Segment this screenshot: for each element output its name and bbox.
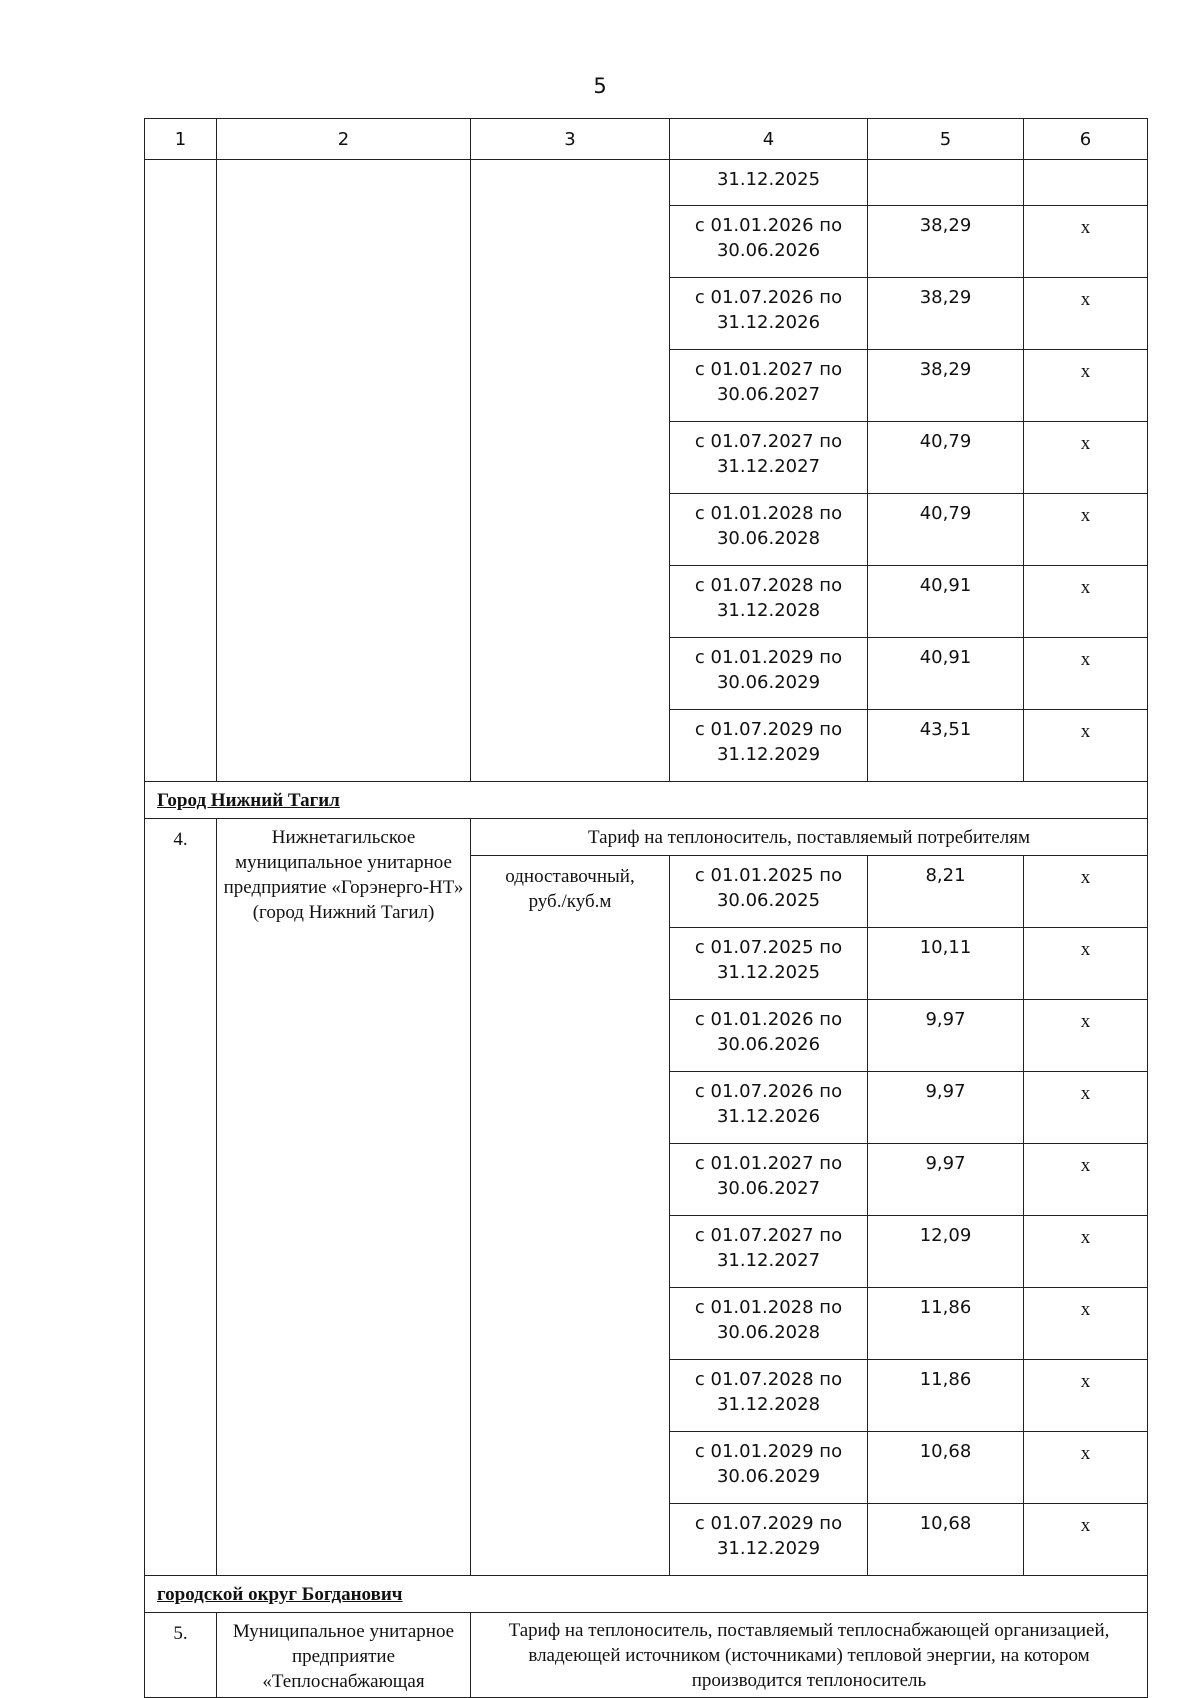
organization-name: Муниципальное унитарное предприятие «Теплоснабжающая — [217, 1613, 471, 1698]
period-line: 30.06.2026 — [716, 1034, 821, 1055]
column-number-row — [145, 119, 1148, 160]
x-cell: х — [1024, 1432, 1148, 1504]
period-line: с 01.01.2029 по — [694, 647, 843, 668]
column-header: 4 — [670, 119, 868, 160]
period-line: с 01.01.2026 по — [694, 1009, 843, 1030]
period-line: с 01.01.2028 по — [694, 503, 843, 524]
x-cell: х — [1024, 710, 1148, 782]
x-cell: х — [1024, 1360, 1148, 1432]
period-line: 30.06.2027 — [716, 1178, 821, 1199]
period-line: 31.12.2029 — [716, 1538, 821, 1559]
tariff-unit — [471, 856, 670, 1576]
section-title: Город Нижний Тагил — [145, 782, 1148, 819]
period-cell — [670, 1144, 868, 1216]
period-line: с 01.07.2029 по — [694, 1513, 843, 1534]
value-cell: 9,97 — [868, 1000, 1024, 1072]
period-line: с 01.07.2027 по — [694, 1225, 843, 1246]
period-cell: 31.12.2025 — [670, 160, 868, 206]
x-cell: х — [1024, 856, 1148, 928]
value-cell: 40,79 — [868, 494, 1024, 566]
period-cell — [670, 1072, 868, 1144]
value-cell: 40,91 — [868, 566, 1024, 638]
period-cell — [670, 494, 868, 566]
period-line: с 01.07.2028 по — [694, 1369, 843, 1390]
x-cell: х — [1024, 350, 1148, 422]
x-cell: х — [1024, 422, 1148, 494]
period-line: 31.12.2026 — [716, 312, 821, 333]
column-header: 5 — [868, 119, 1024, 160]
value-cell: 10,68 — [868, 1432, 1024, 1504]
row-number: 4. — [145, 819, 217, 1576]
period-line: 31.12.2025 — [716, 962, 821, 983]
period-line: с 01.01.2027 по — [694, 359, 843, 380]
empty-cell — [471, 160, 670, 782]
empty-cell — [217, 160, 471, 782]
value-cell: 40,91 — [868, 638, 1024, 710]
period-cell — [670, 928, 868, 1000]
value-cell: 10,68 — [868, 1504, 1024, 1576]
section-row — [145, 1576, 1148, 1613]
period-cell — [670, 1432, 868, 1504]
period-line: с 01.01.2027 по — [694, 1153, 843, 1174]
value-cell: 43,51 — [868, 710, 1024, 782]
x-cell: х — [1024, 206, 1148, 278]
value-cell: 9,97 — [868, 1072, 1024, 1144]
tariff-table — [144, 118, 1148, 1698]
period-line: с 01.07.2027 по — [694, 431, 843, 452]
value-cell: 11,86 — [868, 1360, 1024, 1432]
period-line: 30.06.2029 — [716, 1466, 821, 1487]
period-line: с 01.07.2025 по — [694, 937, 843, 958]
period-cell — [670, 278, 868, 350]
tariff-heading: Тариф на теплоноситель, поставляемый теплоснабжающей организацией, владеющей источником (источниками) тепловой энергии, на котором производится теплоноситель — [471, 1613, 1148, 1698]
period-line: 30.06.2027 — [716, 384, 821, 405]
period-line: с 01.07.2028 по — [694, 575, 843, 596]
period-cell — [670, 350, 868, 422]
value-cell — [868, 160, 1024, 206]
value-cell: 38,29 — [868, 206, 1024, 278]
unit-line: одноставочный, — [505, 866, 635, 887]
period-line: 31.12.2029 — [716, 744, 821, 765]
period-cell — [670, 1504, 868, 1576]
x-cell: х — [1024, 1504, 1148, 1576]
period-line: 31.12.2028 — [716, 1394, 821, 1415]
period-line: с 01.01.2028 по — [694, 1297, 843, 1318]
period-line: 31.12.2027 — [716, 1250, 821, 1271]
x-cell: х — [1024, 1216, 1148, 1288]
x-cell: х — [1024, 494, 1148, 566]
value-cell: 11,86 — [868, 1288, 1024, 1360]
value-cell: 12,09 — [868, 1216, 1024, 1288]
period-cell — [670, 856, 868, 928]
value-cell: 40,79 — [868, 422, 1024, 494]
period-cell — [670, 710, 868, 782]
period-line: 30.06.2028 — [716, 528, 821, 549]
page-number: 5 — [593, 74, 607, 98]
period-cell — [670, 1216, 868, 1288]
period-line: с 01.01.2025 по — [694, 865, 843, 886]
column-header: 3 — [471, 119, 670, 160]
period-cell — [670, 1288, 868, 1360]
x-cell: х — [1024, 638, 1148, 710]
period-line: с 01.07.2029 по — [694, 719, 843, 740]
x-cell: х — [1024, 1000, 1148, 1072]
x-cell: х — [1024, 1072, 1148, 1144]
period-line: с 01.07.2026 по — [694, 1081, 843, 1102]
empty-cell — [1024, 160, 1148, 206]
value-cell: 38,29 — [868, 350, 1024, 422]
value-cell: 38,29 — [868, 278, 1024, 350]
row-number: 5. — [145, 1613, 217, 1698]
value-cell: 9,97 — [868, 1144, 1024, 1216]
tariff-heading: Тариф на теплоноситель, поставляемый потребителям — [471, 819, 1148, 856]
period-line: 31.12.2027 — [716, 456, 821, 477]
period-line: с 01.07.2026 по — [694, 287, 843, 308]
period-line: 31.12.2028 — [716, 600, 821, 621]
period-line: 30.06.2028 — [716, 1322, 821, 1343]
value-cell: 10,11 — [868, 928, 1024, 1000]
x-cell: х — [1024, 278, 1148, 350]
period-line: 31.12.2026 — [716, 1106, 821, 1127]
organization-name: Нижнетагильское муниципальное унитарное предприятие «Горэнерго-НТ» (город Нижний Тагил) — [217, 819, 471, 1576]
x-cell: х — [1024, 1144, 1148, 1216]
period-line: 30.06.2025 — [716, 890, 821, 911]
section-title: городской округ Богданович — [145, 1576, 1148, 1613]
unit-line: руб./куб.м — [528, 891, 612, 912]
period-cell — [670, 1000, 868, 1072]
table-row — [145, 819, 1148, 856]
x-cell: х — [1024, 1288, 1148, 1360]
period-cell — [670, 422, 868, 494]
table-row — [145, 1613, 1148, 1698]
period-line: с 01.01.2026 по — [694, 215, 843, 236]
column-header: 2 — [217, 119, 471, 160]
period-line: с 01.01.2029 по — [694, 1441, 843, 1462]
period-cell — [670, 1360, 868, 1432]
period-cell — [670, 566, 868, 638]
x-cell: х — [1024, 566, 1148, 638]
period-cell — [670, 206, 868, 278]
value-cell: 8,21 — [868, 856, 1024, 928]
period-line: 30.06.2029 — [716, 672, 821, 693]
period-line: 30.06.2026 — [716, 240, 821, 261]
column-header: 6 — [1024, 119, 1148, 160]
period-cell — [670, 638, 868, 710]
table-row — [145, 160, 1148, 206]
empty-cell — [145, 160, 217, 782]
section-row — [145, 782, 1148, 819]
column-header: 1 — [145, 119, 217, 160]
x-cell: х — [1024, 928, 1148, 1000]
